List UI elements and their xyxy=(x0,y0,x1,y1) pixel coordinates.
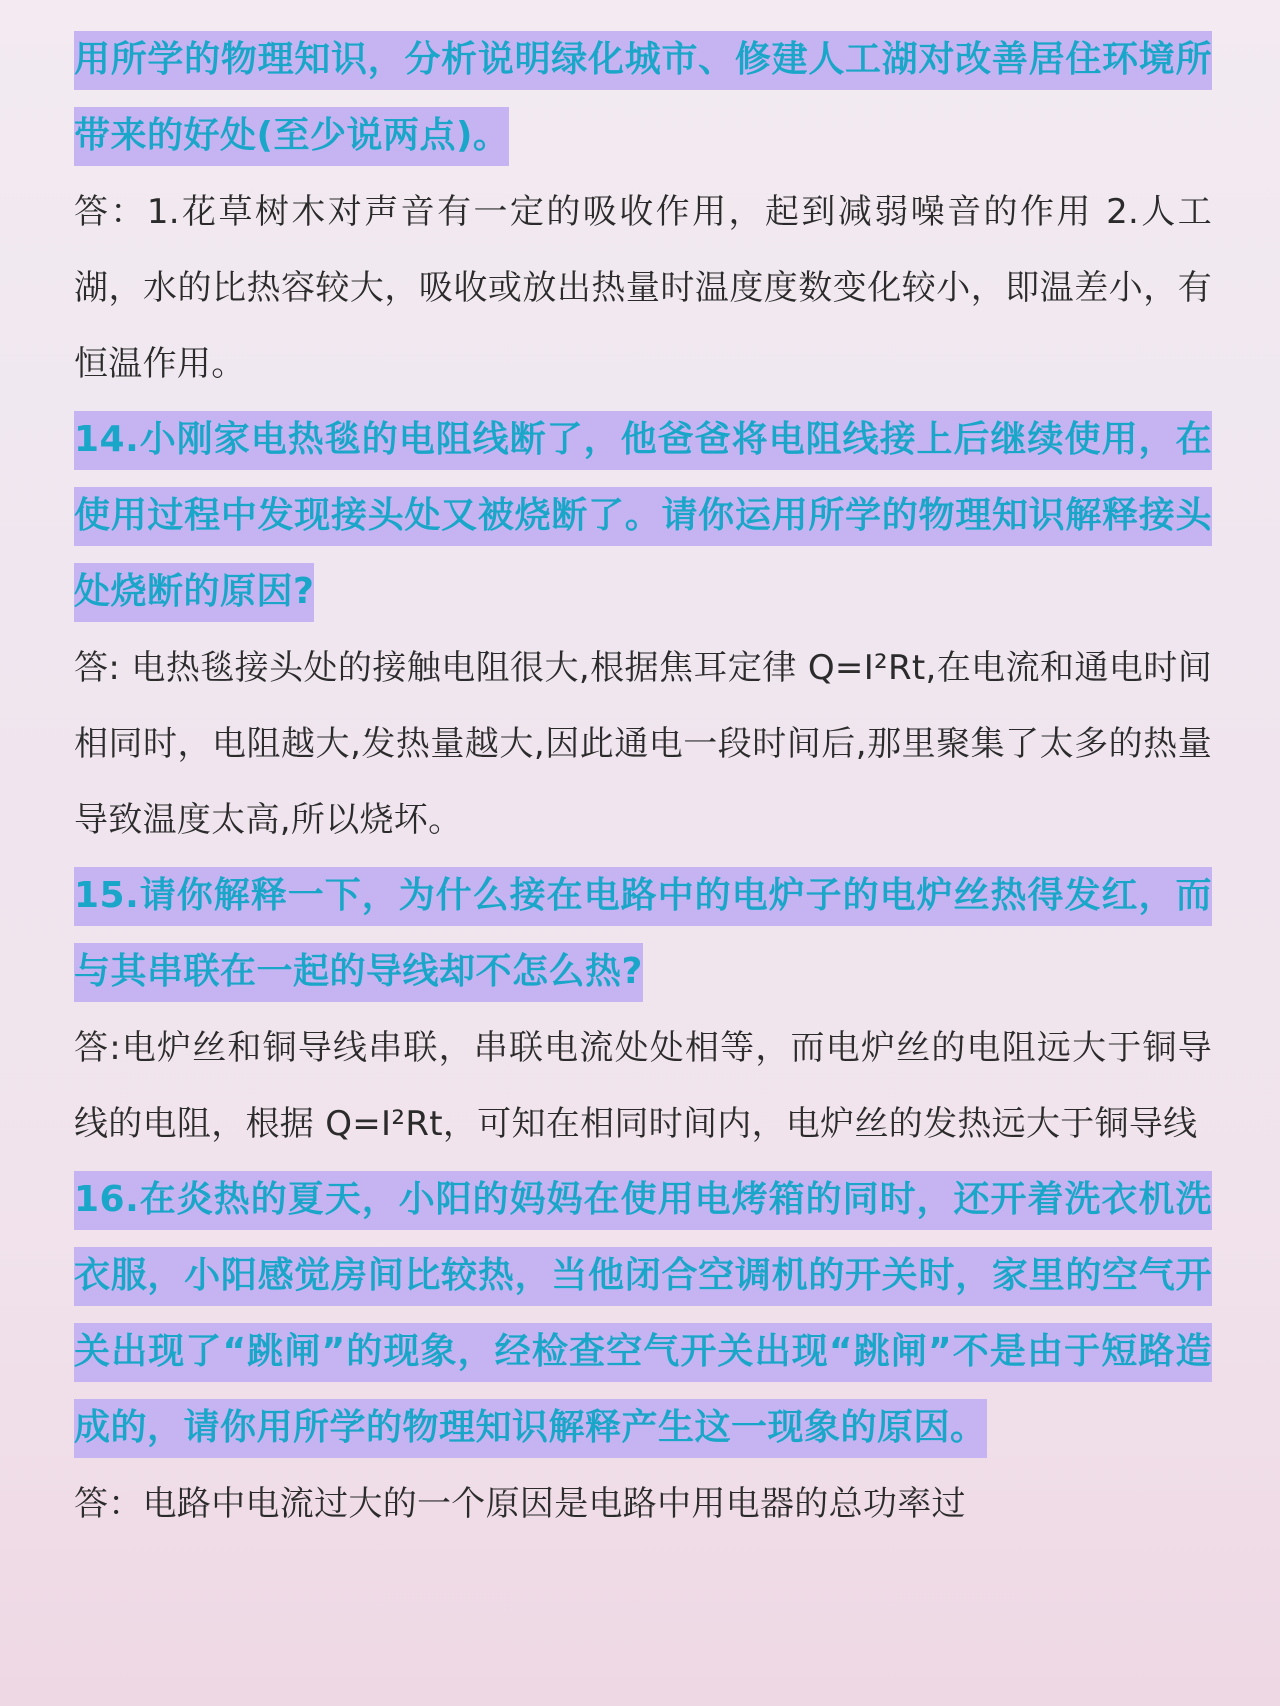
question-13 xyxy=(74,22,1212,174)
answer-15: 答:电炉丝和铜导线串联，串联电流处处相等，而电炉丝的电阻远大于铜导线的电阻，根据 Q=I²Rt，可知在相同时间内，电炉丝的发热远大于铜导线 xyxy=(74,1028,1212,1144)
question-15 xyxy=(74,858,1212,1010)
question-16-text: 16.在炎热的夏天，小阳的妈妈在使用电烤箱的同时，还开着洗衣机洗衣服，小阳感觉房间比较热，当他闭合空调机的开关时，家里的空气开关出现了“跳闸”的现象，经检查空气开关出现“跳闸”不是由于短路造成的，请你用所学的物理知识解释产生这一现象的原因。 xyxy=(74,1171,1212,1458)
question-14-text: 14.小刚家电热毯的电阻线断了，他爸爸将电阻线接上后继续使用，在使用过程中发现接头处又被烧断了。请你运用所学的物理知识解释接头处烧断的原因? xyxy=(74,411,1212,622)
question-14 xyxy=(74,402,1212,630)
question-16 xyxy=(74,1162,1212,1466)
question-13-text: 用所学的物理知识，分析说明绿化城市、修建人工湖对改善居住环境所带来的好处(至少说两点)。 xyxy=(74,31,1212,166)
answer-16: 答：电路中电流过大的一个原因是电路中用电器的总功率过 xyxy=(74,1484,966,1524)
answer-13: 答：1.花草树木对声音有一定的吸收作用，起到减弱噪音的作用 2.人工湖，水的比热容较大，吸收或放出热量时温度度数变化较小，即温差小，有恒温作用。 xyxy=(74,192,1212,384)
qa-document xyxy=(74,22,1212,1542)
answer-14: 答: 电热毯接头处的接触电阻很大,根据焦耳定律 Q=I²Rt,在电流和通电时间相同时，电阻越大,发热量越大,因此通电一段时间后,那里聚集了太多的热量导致温度太高,所以烧坏。 xyxy=(74,648,1212,840)
question-15-text: 15.请你解释一下，为什么接在电路中的电炉子的电炉丝热得发红，而与其串联在一起的导线却不怎么热? xyxy=(74,867,1212,1002)
